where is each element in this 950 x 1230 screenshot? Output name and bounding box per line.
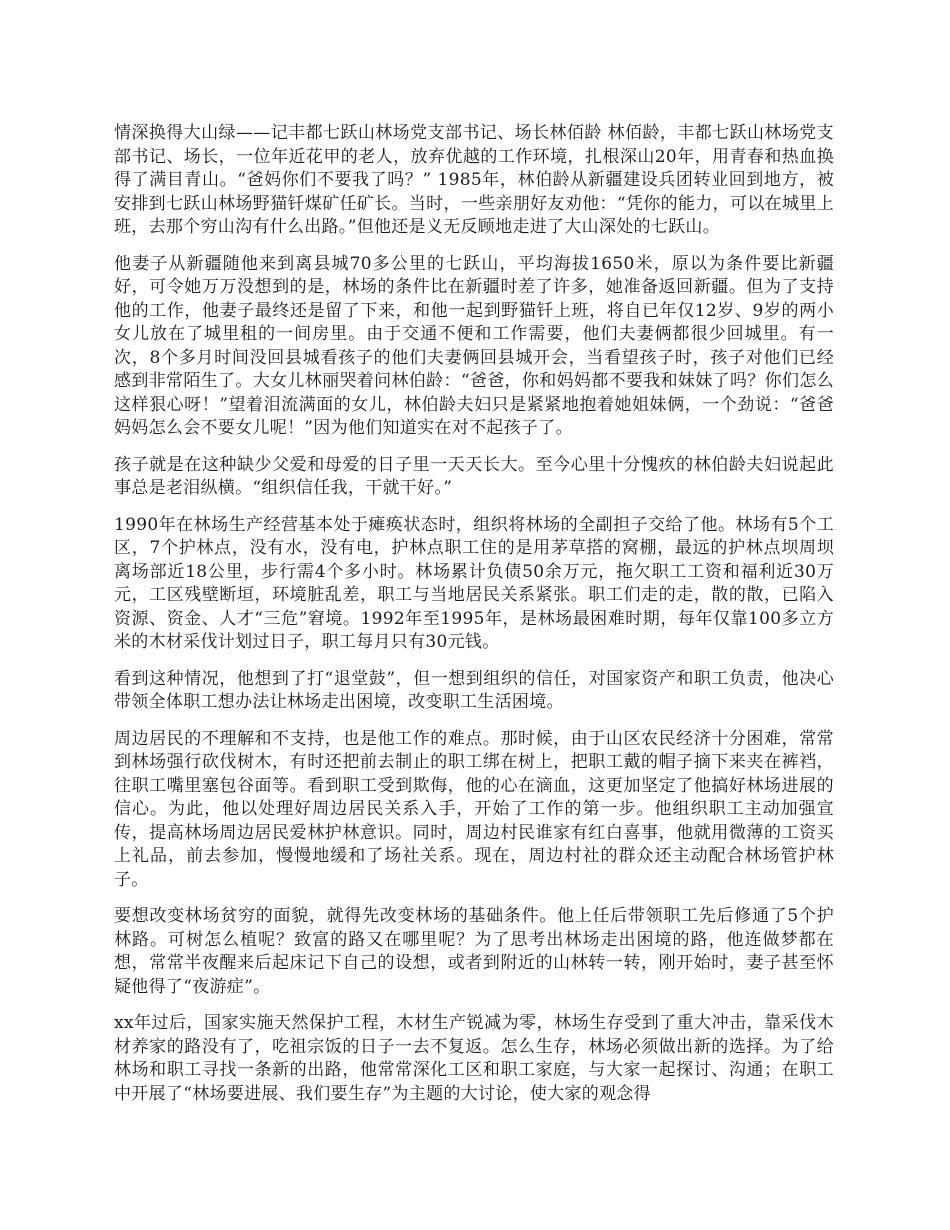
paragraph-1: 情深换得大山绿——记丰都七跃山林场党支部书记、场长林佰龄 林佰龄，丰都七跃山林场党支部书记、场长，一位年近花甲的老人，放弃优越的工作环境，扎根深山20年，用青春和热血换得了满目青山。“爸妈你们不要我了吗？” 1985年，林伯龄从新疆建设兵团转业回到地方，被安排到七跃山林场野猫钎煤矿任矿长。当时，一些亲朋好友劝他：“凭你的能力，可以在城里上班，去那个穷山沟有什么出路。”但他还是义无反顾地走进了大山深处的七跃山。 — [114, 123, 834, 237]
paragraph-5: 看到这种情况，他想到了打“退堂鼓”，但一想到组织的信任，对国家资产和职工负责，他决心带领全体职工想办法让林场走出困境，改变职工生活困境。 — [114, 668, 834, 712]
paragraph-3: 孩子就是在这种缺少父爱和母爱的日子里一天天长大。至今心里十分愧疚的林伯龄夫妇说起此事总是老泪纵横。“组织信任我，干就干好。” — [114, 454, 834, 498]
paragraph-6: 周边居民的不理解和不支持，也是他工作的难点。那时候，由于山区农民经济十分困难，常常到林场强行砍伐树木，有时还把前去制止的职工绑在树上，把职工戴的帽子摘下来夹在裤裆，往职工嘴里塞包谷面等。看到职工受到欺侮，他的心在滴血，这更加坚定了他搞好林场进展的信心。为此，他以处理好周边居民关系入手，开始了工作的第一步。他组织职工主动加强宣传，提高林场周边居民爱林护林意识。同时，周边村民谁家有红白喜事，他就用微薄的工资买上礼品，前去参加，慢慢地缓和了场社关系。现在，周边村社的群众还主动配合林场管护林子。 — [114, 728, 834, 890]
paragraph-7: 要想改变林场贫穷的面貌，就得先改变林场的基础条件。他上任后带领职工先后修通了5个护林路。可树怎么植呢？致富的路又在哪里呢？为了思考出林场走出困境的路，他连做梦都在想，常常半夜醒来后起床记下自己的设想，或者到附近的山林转一转，刚开始时，妻子甚至怀疑他得了“夜游症”。 — [114, 906, 834, 997]
document-body — [114, 122, 834, 1119]
paragraph-8: xx年过后，国家实施天然保护工程，木材生产锐减为零，林场生存受到了重大冲击，靠采伐木材养家的路没有了，吃祖宗饭的日子一去不复返。怎么生存，林场必须做出新的选择。为了给林场和职工寻找一条新的出路，他常常深化工区和职工家庭，与大家一起探讨、沟通；在职工中开展了“林场要进展、我们要生存”为主题的大讨论，使大家的观念得 — [114, 1013, 834, 1104]
paragraph-4: 1990年在林场生产经营基本处于瘫痪状态时，组织将林场的全副担子交给了他。林场有5个工区，7个护林点，没有水，没有电，护林点职工住的是用茅草搭的窝棚，最远的护林点坝周坝离场部近18公里，步行需4个多小时。林场累计负债50余万元，拖欠职工工资和福利近30万元，工区残壁断垣，环境脏乱差，职工与当地居民关系紧张。职工们走的走，散的散，已陷入资源、资金、人才“三危”窘境。1992年至1995年，是林场最困难时期，每年仅靠100多立方米的木材采伐计划过日子，职工每月只有30元钱。 — [114, 514, 834, 652]
paragraph-2: 他妻子从新疆随他来到离县城70多公里的七跃山，平均海拔1650米，原以为条件要比新疆好，可令她万万没想到的是，林场的条件比在新疆时差了许多，她准备返回新疆。但为了支持他的工作，他妻子最终还是留了下来，和他一起到野猫钎上班，将自已年仅12岁、9岁的两小女儿放在了城里租的一间房里。由于交通不便和工作需要，他们夫妻俩都很少回城里。有一次，8个多月时间没回县城看孩子的他们夫妻俩回县城开会，当看望孩子时，孩子对他们已经感到非常陌生了。大女儿林丽哭着问林伯龄：“爸爸，你和妈妈都不要我和妹妹了吗？你们怎么这样狠心呀！”望着泪流满面的女儿，林伯龄夫妇只是紧紧地抱着她姐妹俩，一个劲说：“爸爸妈妈怎么会不要女儿呢！”因为他们知道实在对不起孩子了。 — [114, 253, 834, 438]
